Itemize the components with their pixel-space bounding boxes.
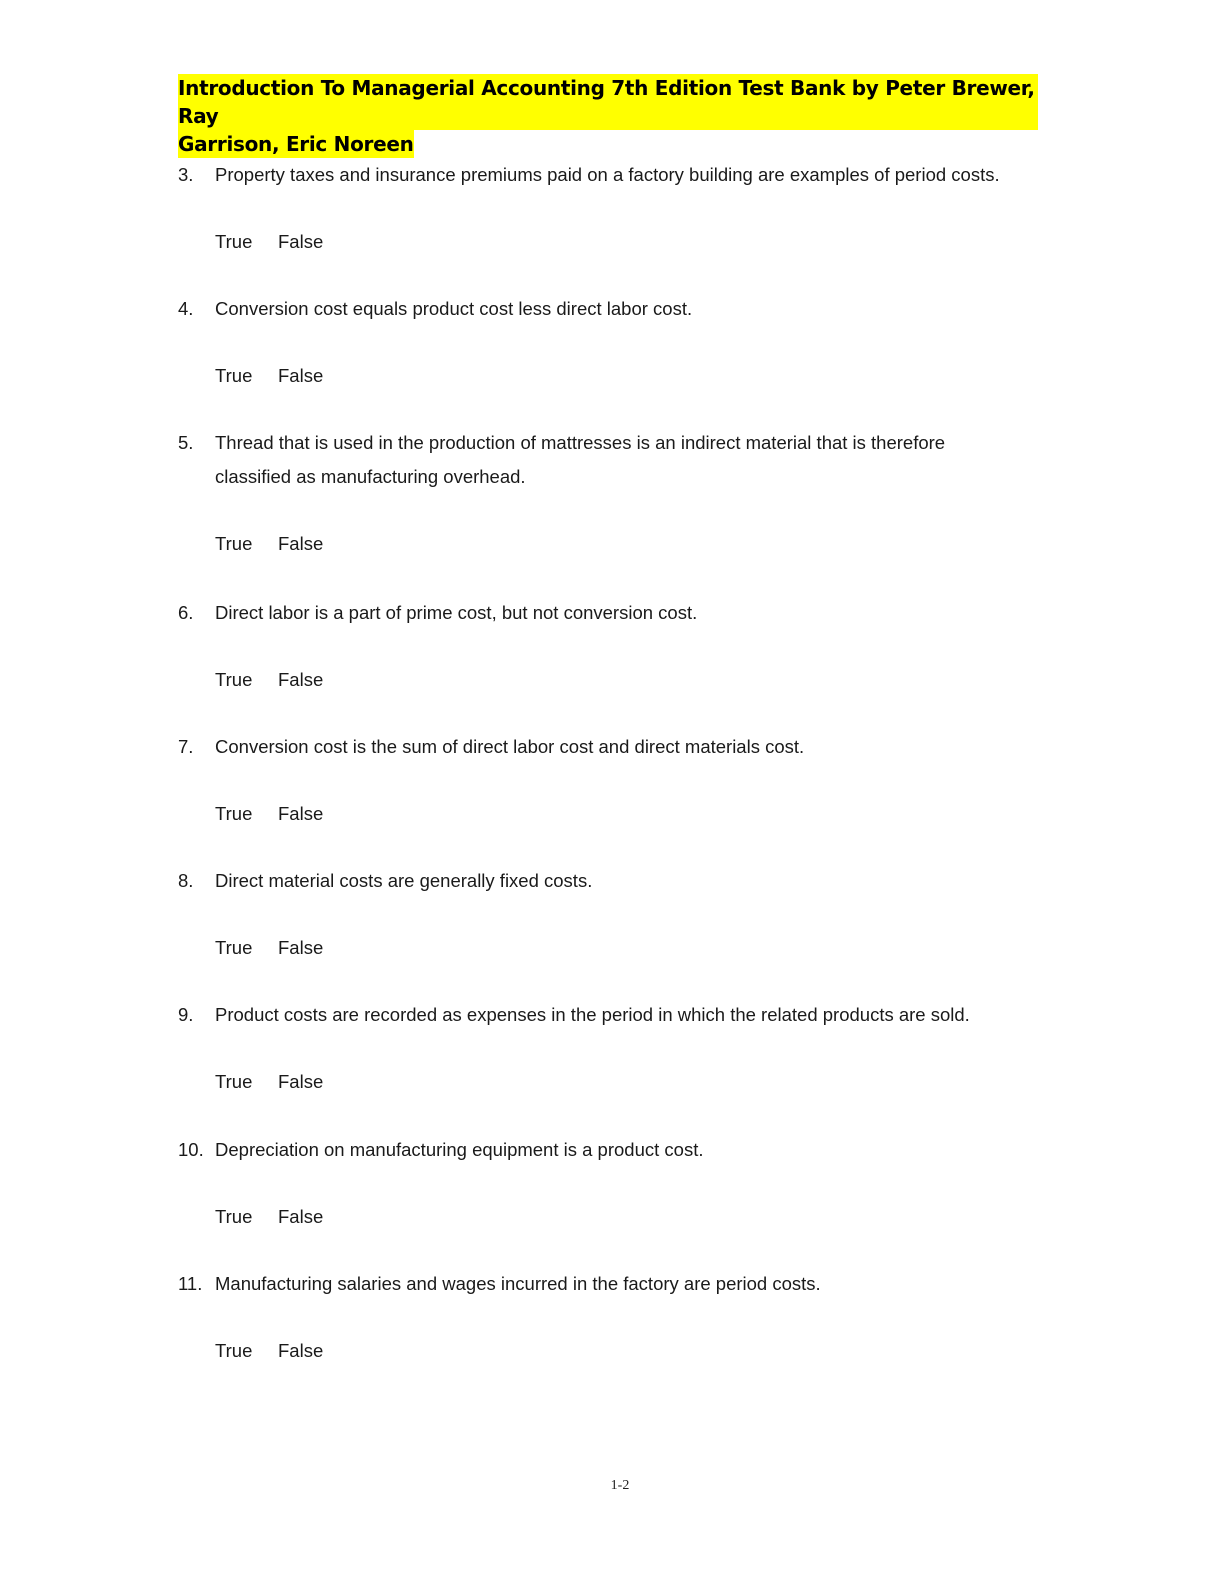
question-text: Property taxes and insurance premiums paid on a factory building are examples of period costs. [215,164,1000,185]
option-true[interactable]: True [215,1206,253,1227]
question-number: 5. [178,432,194,453]
question-number: 4. [178,298,194,319]
page-title-line-1: Introduction To Managerial Accounting 7th Edition Test Bank by Peter Brewer, Ray [178,74,1038,130]
question-5 [178,426,1078,561]
option-false[interactable]: False [278,669,324,690]
option-true[interactable]: True [215,937,253,958]
question-7 [178,730,1078,831]
answer-options [215,797,1078,831]
option-false[interactable]: False [278,533,324,554]
question-3 [178,158,1078,259]
answer-options [215,527,1078,561]
question-text: Depreciation on manufacturing equipment is a product cost. [215,1139,704,1160]
question-text: Direct material costs are generally fixed costs. [215,870,593,891]
question-number: 11. [178,1273,203,1294]
answer-options [215,663,1078,697]
answer-options [215,359,1078,393]
question-6 [178,596,1078,697]
question-text: Conversion cost equals product cost less direct labor cost. [215,298,693,319]
option-true[interactable]: True [215,1071,253,1092]
page-title-line-2: Garrison, Eric Noreen [178,132,414,156]
answer-options [215,1065,1078,1099]
answer-options [215,931,1078,965]
option-true[interactable]: True [215,533,253,554]
question-text: Thread that is used in the production of mattresses is an indirect material that is therefore classified as manufacturing overhead. [215,432,946,487]
option-true[interactable]: True [215,365,253,386]
question-number: 7. [178,736,194,757]
page-number: 1-2 [610,1478,630,1493]
option-false[interactable]: False [278,231,324,252]
option-false[interactable]: False [278,1340,324,1361]
question-10 [178,1133,1078,1234]
option-false[interactable]: False [278,1206,324,1227]
question-number: 10. [178,1139,204,1160]
option-false[interactable]: False [278,365,324,386]
answer-options [215,225,1078,259]
question-text: Product costs are recorded as expenses in the period in which the related products are sold. [215,1004,970,1025]
option-true[interactable]: True [215,669,253,690]
question-text: Conversion cost is the sum of direct labor cost and direct materials cost. [215,736,805,757]
option-true[interactable]: True [215,803,253,824]
option-true[interactable]: True [215,1340,253,1361]
answer-options [215,1200,1078,1234]
answer-options [215,1334,1078,1368]
question-number: 8. [178,870,194,891]
question-text: Manufacturing salaries and wages incurred in the factory are period costs. [215,1273,821,1294]
question-number: 3. [178,164,194,185]
question-number: 6. [178,602,194,623]
question-4 [178,292,1078,393]
question-number: 9. [178,1004,194,1025]
option-false[interactable]: False [278,1071,324,1092]
option-true[interactable]: True [215,231,253,252]
question-11 [178,1267,1078,1368]
option-false[interactable]: False [278,803,324,824]
page-title [178,74,1038,158]
question-text: Direct labor is a part of prime cost, but not conversion cost. [215,602,698,623]
option-false[interactable]: False [278,937,324,958]
question-9 [178,998,1078,1099]
question-8 [178,864,1078,965]
